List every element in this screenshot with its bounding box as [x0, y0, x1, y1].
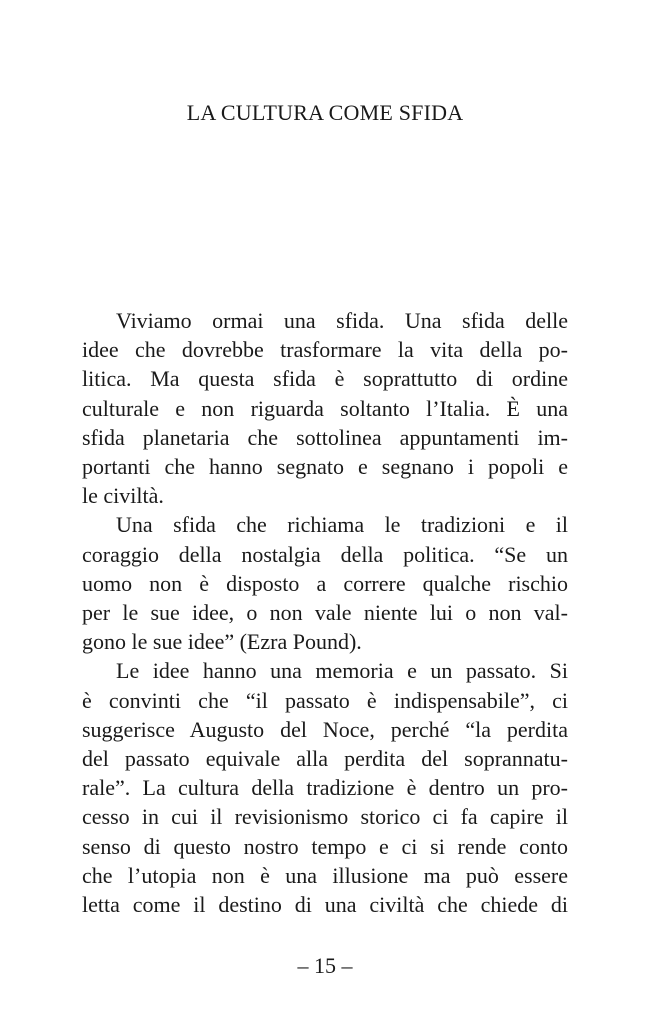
text-line: Viviamo ormai una sfida. Una sfida delle [116, 308, 568, 333]
text-line: gono le sue idee” (Ezra Pound). [82, 629, 362, 655]
text-line: che l’utopia non è una illusione ma può essere [82, 862, 568, 888]
body-text [82, 306, 568, 919]
text-line: cesso in cui il revisionismo storico ci fa capire il [82, 804, 568, 830]
text-line: coraggio della nostalgia della politica. “Se un [82, 541, 568, 567]
paragraph [82, 510, 568, 656]
chapter-title: LA CULTURA COME SFIDA [186, 100, 464, 125]
text-line: del passato equivale alla perdita del soprannatu- [82, 746, 568, 772]
text-line: senso di questo nostro tempo e ci si rende conto [82, 833, 568, 859]
text-line: per le sue idee, o non vale niente lui o non val- [82, 600, 568, 626]
text-line: suggerisce Augusto del Noce, perché “la perdita [82, 716, 568, 742]
text-line: idee che dovrebbe trasformare la vita della po- [82, 337, 568, 363]
text-line: è convinti che “il passato è indispensabile”, ci [82, 687, 568, 713]
paragraph [82, 306, 568, 510]
paragraph [82, 656, 568, 919]
text-line: portanti che hanno segnato e segnano i popoli e [82, 454, 568, 480]
text-line: sfida planetaria che sottolinea appuntamenti im- [82, 424, 568, 450]
text-line: letta come il destino di una civiltà che chiede di [82, 892, 568, 918]
page-number: – 15 – [297, 953, 353, 978]
text-line: Una sfida che richiama le tradizioni e il [116, 512, 568, 538]
text-line: le civiltà. [82, 483, 164, 509]
text-line: culturale e non riguarda soltanto l’Italia. È una [82, 395, 568, 421]
text-line: rale”. La cultura della tradizione è dentro un pro- [82, 775, 568, 801]
text-line: uomo non è disposto a correre qualche rischio [82, 570, 568, 596]
text-line: litica. Ma questa sfida è soprattutto di ordine [82, 366, 568, 392]
text-line: Le idee hanno una memoria e un passato. Si [116, 658, 568, 684]
